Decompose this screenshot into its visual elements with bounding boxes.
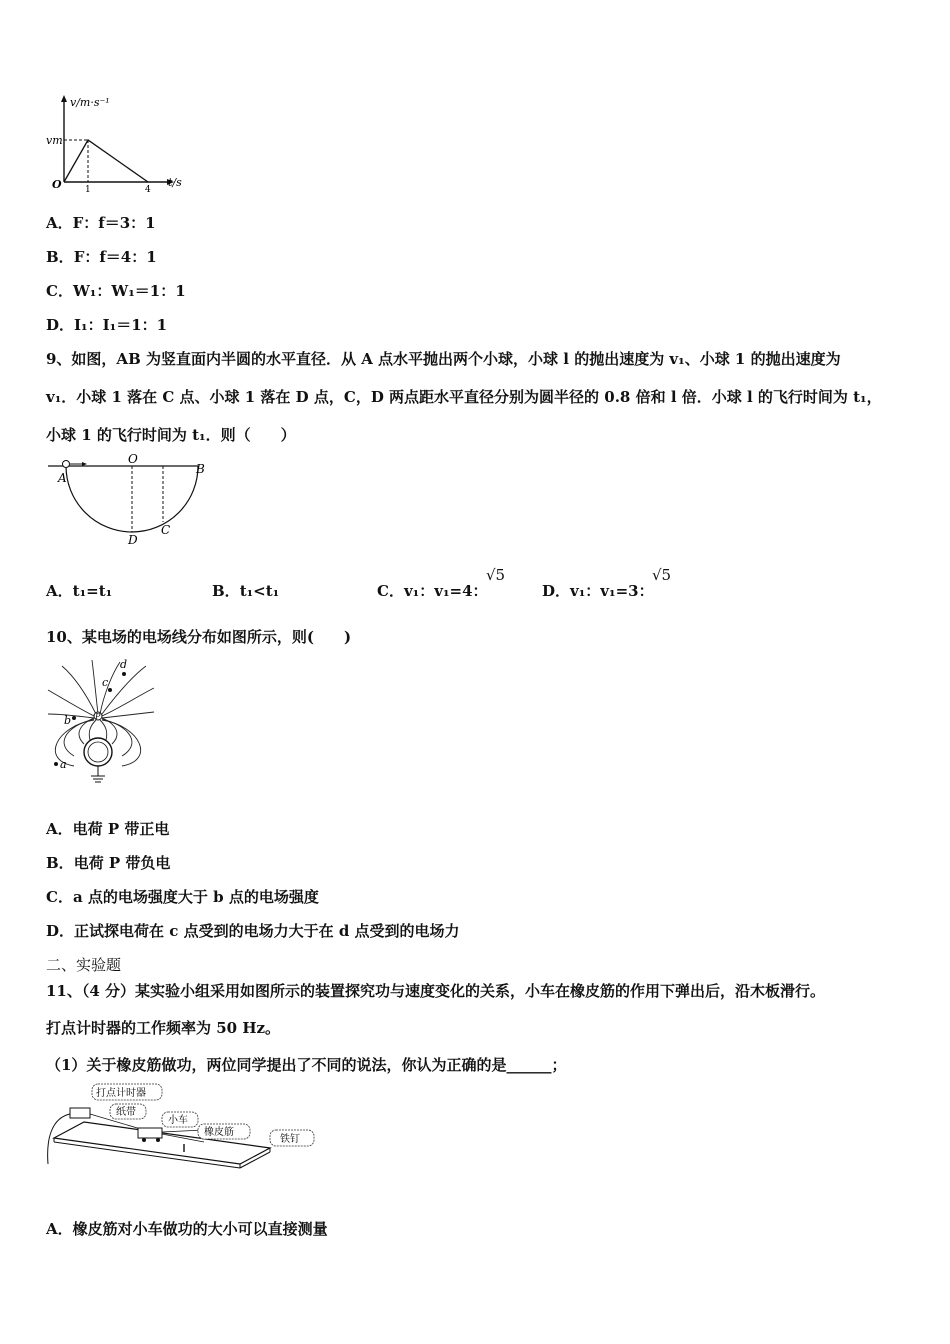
- q8-option-c[interactable]: C．W₁：W₁＝1：1: [46, 282, 186, 300]
- q10-stem: 10、某电场的电场线分布如图所示，则( ): [46, 628, 352, 646]
- q9-option-a[interactable]: A．t₁=t₁: [46, 582, 113, 600]
- q11-apparatus-figure: [44, 1078, 324, 1188]
- vt-graph: [40, 92, 190, 196]
- q9-label-c: C: [161, 523, 171, 537]
- q9-label-d: D: [128, 533, 138, 547]
- q10-option-d[interactable]: D．正试探电荷在 c 点受到的电场力大于在 d 点受到的电场力: [46, 922, 460, 940]
- q10-label-b: b: [64, 714, 72, 727]
- label-tape: 纸带: [116, 1107, 136, 1118]
- q9-stem-line1: 9、如图，AB 为竖直面内半圆的水平直径．从 A 点水平抛出两个小球，小球 l 的抛出速度为 v₁、小球 1 的抛出速度为: [46, 350, 841, 368]
- q11-stem-line2: 打点计时器的工作频率为 50 Hz。: [46, 1019, 281, 1037]
- label-cart: 小车: [168, 1115, 188, 1126]
- q8-option-b[interactable]: B．F：f＝4：1: [46, 248, 157, 266]
- q9-stem-line3: 小球 1 的飞行时间为 t₁．则（ ）: [46, 426, 296, 444]
- label-band: 橡皮筋: [204, 1127, 234, 1138]
- q9-option-c[interactable]: C．v₁：v₁=4：: [377, 582, 488, 600]
- label-timer: 打点计时器: [96, 1088, 146, 1099]
- q10-option-a[interactable]: A．电荷 P 带正电: [46, 820, 170, 838]
- vt-vm-label: vm: [46, 134, 63, 147]
- section-heading: 二、实验题: [46, 956, 122, 974]
- q8-option-d[interactable]: D．I₁：I₁＝1：1: [46, 316, 168, 334]
- q10-label-a: a: [60, 758, 67, 771]
- q10-label-d: d: [120, 658, 128, 671]
- vt-ylabel: v/m·s⁻¹: [70, 96, 110, 109]
- q10-label-p: P: [95, 712, 101, 721]
- q8-option-a[interactable]: A．F：f＝3：1: [46, 214, 156, 232]
- q11-sub1: （1）关于橡皮筋做功，两位同学提出了不同的说法，你认为正确的是______；: [46, 1056, 567, 1074]
- q9-label-a: A: [58, 471, 67, 485]
- vt-xlabel: t/s: [168, 176, 182, 189]
- vt-origin-label: O: [52, 178, 62, 191]
- vt-t1-label: 1: [85, 185, 91, 195]
- q11-option-a[interactable]: A．橡皮筋对小车做功的大小可以直接测量: [46, 1220, 328, 1238]
- q9-option-d-sqrt: √5: [652, 566, 672, 584]
- q10-label-c: c: [102, 676, 109, 689]
- vt-t4-label: 4: [145, 185, 151, 195]
- q10-field-lines-figure: [44, 656, 160, 790]
- q9-option-c-sqrt: √5: [486, 566, 506, 584]
- q9-stem-line2: v₁．小球 1 落在 C 点、小球 1 落在 D 点，C，D 两点距水平直径分别为圆半径的 0.8 倍和 l 倍．小球 l 的飞行时间为 t₁，: [46, 388, 882, 406]
- label-nail: 铁钉: [280, 1134, 300, 1145]
- q10-option-b[interactable]: B．电荷 P 带负电: [46, 854, 171, 872]
- q9-option-b[interactable]: B．t₁<t₁: [212, 582, 280, 600]
- q9-label-b: B: [196, 462, 205, 476]
- q11-stem-line1: 11、（4 分）某实验小组采用如图所示的装置探究功与速度变化的关系，小车在橡皮筋的作用下弹出后，沿木板滑行。: [46, 982, 826, 1000]
- q9-label-o: O: [128, 452, 138, 466]
- q10-option-c[interactable]: C．a 点的电场强度大于 b 点的电场强度: [46, 888, 319, 906]
- q9-semicircle-figure: [44, 452, 214, 548]
- q9-option-d[interactable]: D．v₁：v₁=3：: [542, 582, 654, 600]
